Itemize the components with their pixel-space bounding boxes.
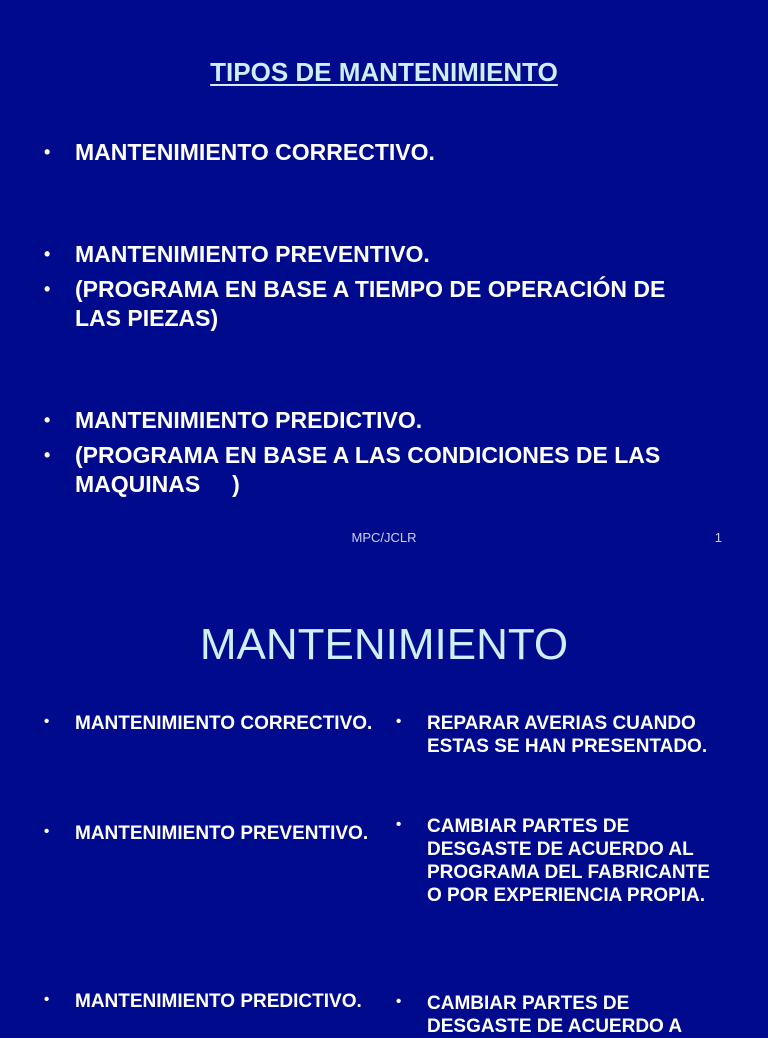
bullet-text: (PROGRAMA EN BASE A LAS CONDICIONES DE LAS MAQUINAS ) bbox=[75, 442, 667, 497]
bullet-text: REPARAR AVERIAS CUANDO ESTAS SE HAN PRESENTADO. bbox=[427, 713, 708, 757]
bullet-text: MANTENIMIENTO CORRECTIVO. bbox=[75, 713, 373, 734]
slide-2 bbox=[0, 576, 768, 1037]
bullet-icon: • bbox=[44, 991, 50, 1008]
bullet-icon: • bbox=[44, 279, 51, 299]
bullet-icon: • bbox=[396, 816, 402, 833]
bullet-icon: • bbox=[44, 244, 51, 264]
bullet-text: (PROGRAMA EN BASE A TIEMPO DE OPERACIÓN DE LAS PIEZAS) bbox=[75, 276, 672, 331]
slide-2-title: MANTENIMIENTO bbox=[199, 620, 569, 669]
bullet-icon: • bbox=[44, 142, 51, 162]
bullet-icon: • bbox=[44, 713, 50, 730]
bullet-text: MANTENIMIENTO PREVENTIVO. bbox=[75, 241, 430, 267]
bullet-text: MANTENIMIENTO PREVENTIVO. bbox=[75, 823, 369, 844]
bullet-icon: • bbox=[396, 713, 402, 730]
bullet-icon: • bbox=[44, 445, 51, 465]
bullet-icon: • bbox=[44, 823, 50, 840]
slide-footer: MPC/JCLR bbox=[351, 530, 417, 545]
bullet-text: MANTENIMIENTO PREDICTIVO. bbox=[75, 991, 362, 1012]
slide-1-title: TIPOS DE MANTENIMIENTO bbox=[210, 57, 558, 87]
bullet-icon: • bbox=[396, 993, 402, 1010]
bullet-text: CAMBIAR PARTES DE DESGASTE DE ACUERDO A bbox=[427, 993, 683, 1037]
bullet-text: MANTENIMIENTO PREDICTIVO. bbox=[75, 407, 423, 433]
bullet-icon: • bbox=[44, 410, 51, 430]
bullet-text: CAMBIAR PARTES DE DESGASTE DE ACUERDO AL PROGRAMA DEL FABRICANTE O POR EXPERIENCIA PROPIA. bbox=[427, 816, 716, 906]
slide-page-number: 1 bbox=[714, 530, 722, 545]
bullet-text: MANTENIMIENTO CORRECTIVO. bbox=[75, 139, 435, 165]
